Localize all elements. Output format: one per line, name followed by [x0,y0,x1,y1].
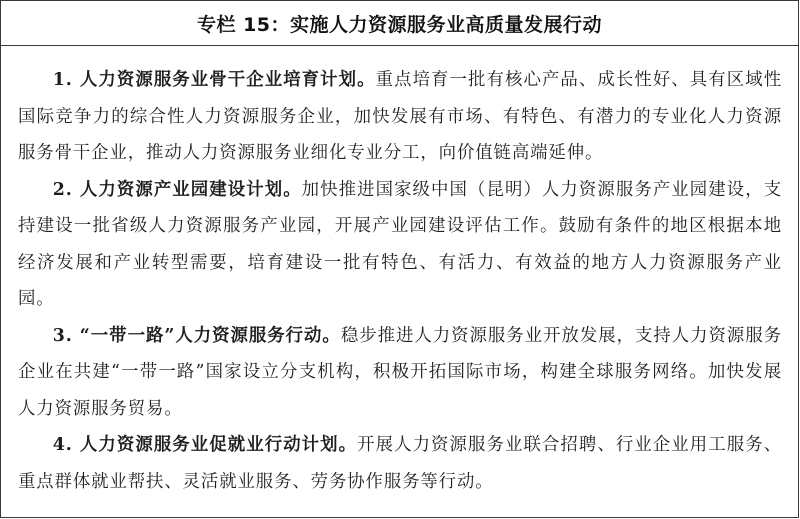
item-4-heading: 4. 人力资源服务业促就业行动计划。 [52,435,358,455]
item-2-body: 加快推进国家级中国（昆明）人力资源服务产业园建设，支持建设一批省级人力资源服务产业园，开展产业园建设评估工作。鼓励有条件的地区根据本地经济发展和产业转型需要，培育建设一批有特色、有活力、有效益的地方人力资源服务产业园。 [18,179,782,309]
item-2-heading: 2. 人力资源产业园建设计划。 [52,179,302,200]
item-2 [18,172,782,318]
item-3-body: 稳步推进人力资源服务业开放发展，支持人力资源服务企业在共建“一带一路”国家设立分支机构，积极开拓国际市场，构建全球服务网络。加快发展人力资源服务贸易。 [18,325,782,419]
item-4-body: 开展人力资源服务业联合招聘、行业企业用工服务、重点群体就业帮扶、灵活就业服务、劳务协作服务等行动。 [18,435,783,492]
item-1 [18,62,782,172]
item-3 [18,318,782,428]
box-content [1,46,798,500]
item-1-heading: 1. 人力资源服务业骨干企业培育计划。 [52,70,376,90]
item-4 [18,427,782,500]
item-1-body: 重点培育一批有核心产品、成长性好、具有区域性国际竞争力的综合性人力资源服务企业，加快发展有市场、有特色、有潜力的专业化人力资源服务骨干企业，推动人力资源服务业细化专业分工，向价值链高端延伸。 [18,70,783,163]
box-title: 专栏 15：实施人力资源服务业高质量发展行动 [196,13,603,36]
item-3-heading: 3. “一带一路”人力资源服务行动。 [52,325,341,346]
title-bar [1,1,798,46]
